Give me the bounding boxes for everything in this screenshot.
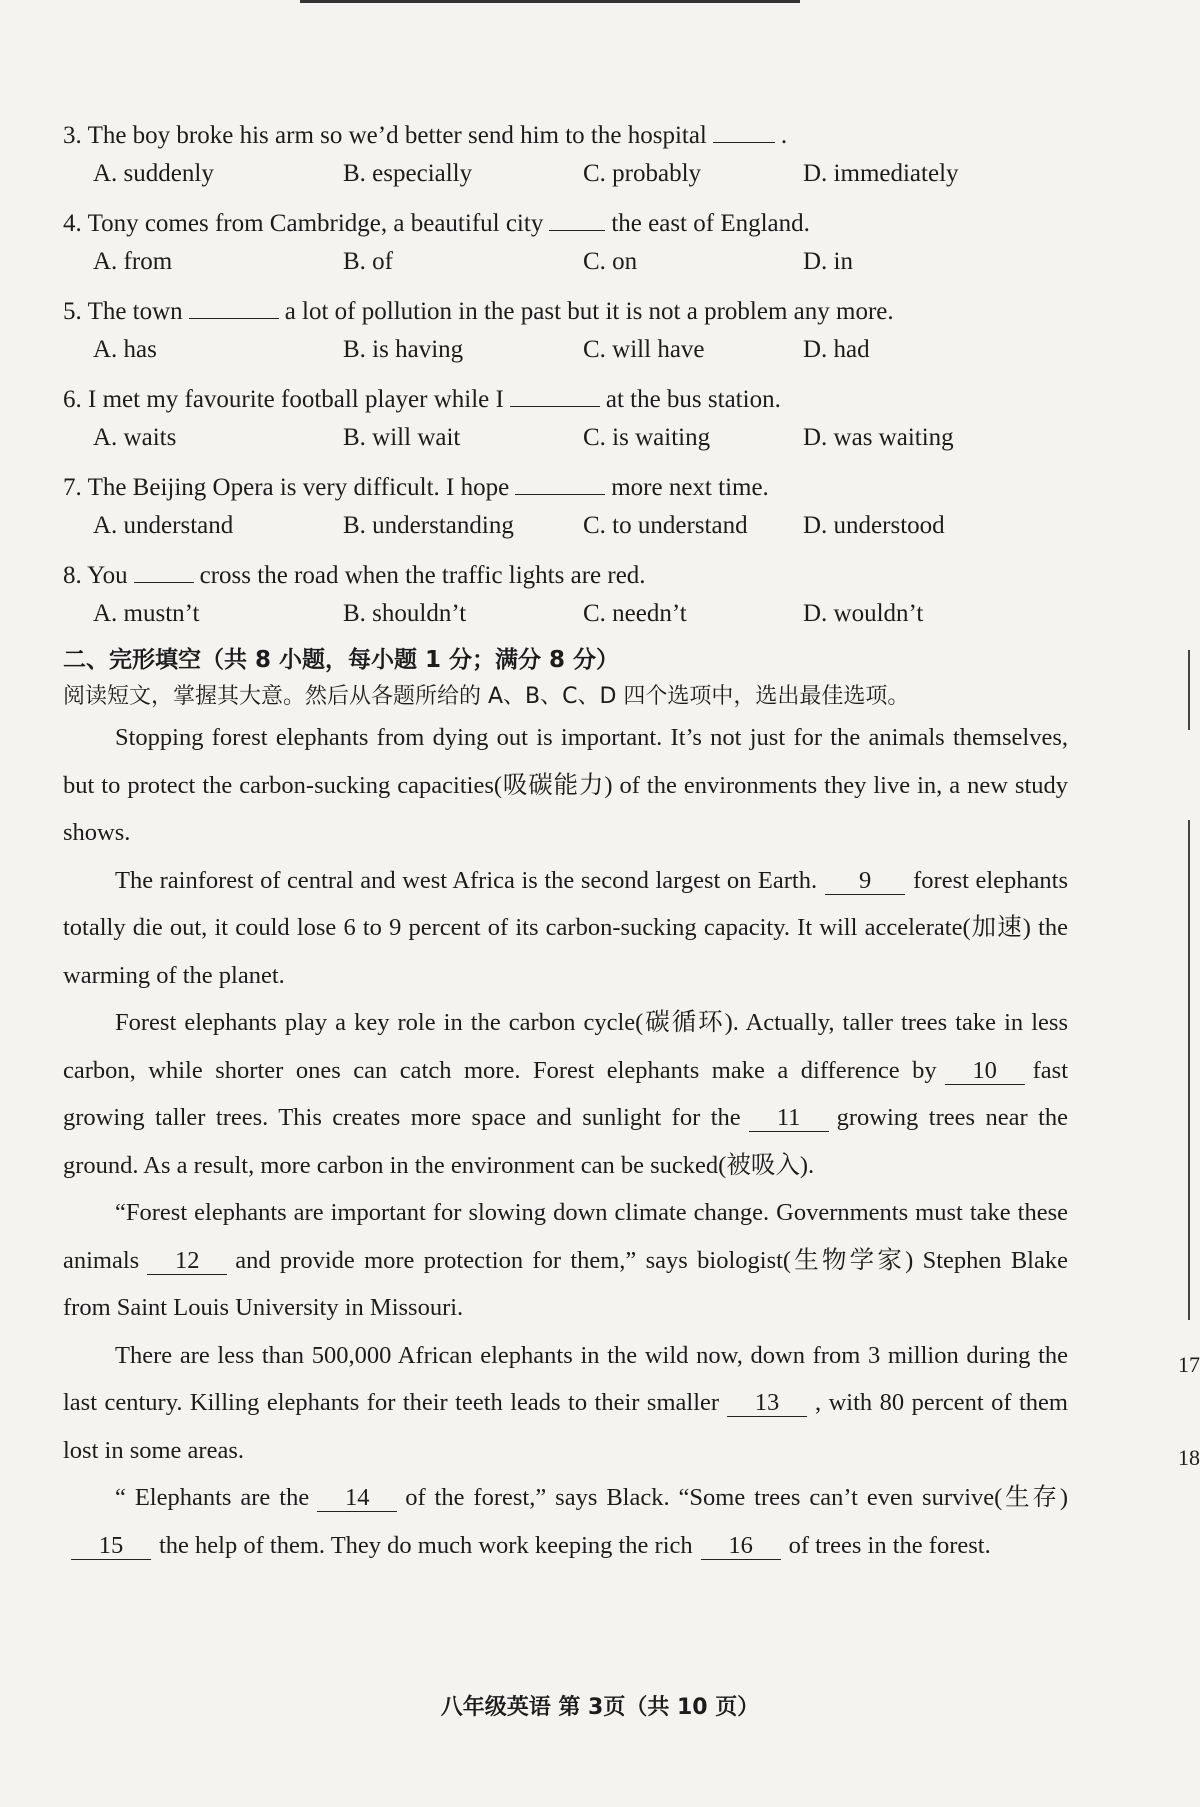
question-stem: [63, 558, 1068, 598]
paragraph-text: Forest elephants play a key role in the carbon cycle(碳循环). Actually, taller trees take in less carbon, while shorter ones can catch more. Forest elephants make a difference by: [63, 1009, 1068, 1084]
option-d[interactable]: D. understood: [803, 512, 945, 539]
cloze-blank-14[interactable]: 14: [317, 1485, 397, 1512]
option-d[interactable]: D. wouldn’t: [803, 600, 924, 627]
page-footer: 八年级英语 第 3页（共 10 页）: [440, 1695, 760, 1720]
answer-blank[interactable]: [134, 558, 194, 583]
question-6: [63, 382, 1068, 462]
cloze-blank-16[interactable]: 16: [701, 1533, 781, 1560]
option-row: [63, 598, 1068, 638]
option-b[interactable]: B. understanding: [343, 512, 514, 539]
paragraph-text: forest elephants totally die out, it could lose 6 to 9 percent of its carbon-sucking capacity. It will accelerate(加速) the warming of the planet.: [63, 866, 1068, 989]
question-5: [63, 294, 1068, 374]
question-stem: [63, 294, 1068, 334]
question-8: [63, 558, 1068, 638]
question-text: cross the road when the traffic lights are red.: [199, 562, 646, 589]
question-number: 6.: [63, 386, 82, 413]
option-a[interactable]: A. understand: [93, 512, 234, 539]
passage-paragraph: [63, 1189, 1068, 1332]
option-b[interactable]: B. especially: [343, 160, 473, 187]
question-text: I met my favourite football player while I: [88, 386, 504, 413]
paragraph-text: “Forest elephants are important for slowing down climate change. Governments must take these animals: [63, 1199, 1068, 1274]
section-title: 二、完形填空（共 8 小题，每小题 1 分；满分 8 分）: [63, 647, 620, 673]
page-content: [63, 118, 1068, 1569]
question-stem: [63, 382, 1068, 422]
passage-paragraph: [63, 857, 1068, 1000]
question-number: 8.: [63, 562, 82, 589]
passage-paragraph: [63, 999, 1068, 1189]
question-text: The boy broke his arm so we’d better send him to the hospital: [87, 122, 707, 149]
question-number: 7.: [63, 474, 82, 501]
question-text: The Beijing Opera is very difficult. I hope: [87, 474, 510, 501]
answer-blank[interactable]: [510, 382, 600, 407]
question-number: 5.: [63, 298, 82, 325]
option-row: [63, 246, 1068, 286]
right-edge-line: [1188, 650, 1190, 730]
option-c[interactable]: C. is waiting: [583, 424, 711, 451]
cloze-passage: [63, 714, 1068, 1569]
option-row: [63, 158, 1068, 198]
question-text: a lot of pollution in the past but it is not a problem any more.: [284, 298, 894, 325]
option-c[interactable]: C. needn’t: [583, 600, 687, 627]
question-7: [63, 470, 1068, 550]
paragraph-text: There are less than 500,000 African elephants in the wild now, down from 3 million during the last century. Killing elephants for their teeth leads to their smaller: [63, 1341, 1068, 1416]
paragraph-text: of trees in the forest.: [788, 1531, 991, 1559]
cloze-blank-15[interactable]: 15: [71, 1533, 151, 1560]
option-c[interactable]: C. to understand: [583, 512, 748, 539]
option-a[interactable]: A. suddenly: [93, 160, 214, 187]
question-3: [63, 118, 1068, 198]
passage-paragraph: [63, 1474, 1068, 1569]
option-c[interactable]: C. probably: [583, 160, 702, 187]
option-b[interactable]: B. shouldn’t: [343, 600, 467, 627]
option-d[interactable]: D. in: [803, 248, 853, 275]
option-b[interactable]: B. of: [343, 248, 393, 275]
question-text: .: [780, 122, 788, 149]
option-c[interactable]: C. will have: [583, 336, 705, 363]
passage-paragraph: [63, 1332, 1068, 1475]
question-number: 3.: [63, 122, 82, 149]
answer-blank[interactable]: [515, 470, 605, 495]
option-b[interactable]: B. is having: [343, 336, 464, 363]
paragraph-text: Stopping forest elephants from dying out is important. It’s not just for the animals themselves, but to protect the carbon-sucking capacities(吸碳能力) of the environments they live in, a new study shows.: [63, 724, 1068, 846]
option-a[interactable]: A. from: [93, 248, 173, 275]
right-edge-line: [1188, 820, 1190, 1320]
option-a[interactable]: A. mustn’t: [93, 600, 200, 627]
option-row: [63, 334, 1068, 374]
section-instruction: 阅读短文，掌握其大意。然后从各题所给的 A、B、C、D 四个选项中，选出最佳选项。: [63, 684, 910, 709]
question-stem: [63, 206, 1068, 246]
option-row: [63, 422, 1068, 462]
passage-paragraph: [63, 714, 1068, 857]
option-d[interactable]: D. was waiting: [803, 424, 954, 451]
paragraph-text: “ Elephants are the: [115, 1484, 310, 1511]
question-stem: [63, 470, 1068, 510]
paragraph-text: and provide more protection for them,” says biologist(生物学家) Stephen Blake from Saint Louis University in Missouri.: [63, 1246, 1068, 1321]
question-number: 4.: [63, 210, 82, 237]
edge-number: 17: [1178, 1352, 1200, 1377]
top-rule: [300, 0, 800, 3]
option-a[interactable]: A. waits: [93, 424, 177, 451]
edge-number: 18: [1178, 1445, 1200, 1470]
paragraph-text: , with 80 percent of them lost in some areas.: [63, 1389, 1068, 1464]
cloze-blank-11[interactable]: 11: [749, 1105, 829, 1132]
option-a[interactable]: A. has: [93, 336, 157, 363]
cloze-blank-12[interactable]: 12: [147, 1248, 227, 1275]
answer-blank[interactable]: [549, 206, 605, 231]
paragraph-text: growing trees near the ground. As a result, more carbon in the environment can be sucked(被吸入).: [63, 1104, 1069, 1179]
option-d[interactable]: D. immediately: [803, 160, 959, 187]
answer-blank[interactable]: [713, 118, 775, 143]
question-text: more next time.: [611, 474, 769, 501]
paragraph-text: the help of them. They do much work keeping the rich: [159, 1531, 693, 1559]
question-text: at the bus station.: [605, 386, 781, 413]
cloze-blank-10[interactable]: 10: [945, 1058, 1025, 1085]
option-c[interactable]: C. on: [583, 248, 638, 275]
question-text: The town: [87, 298, 183, 325]
question-text: You: [87, 562, 128, 589]
question-text: the east of England.: [611, 210, 810, 237]
cloze-blank-13[interactable]: 13: [727, 1390, 807, 1417]
question-text: Tony comes from Cambridge, a beautiful city: [87, 210, 544, 237]
paragraph-text: The rainforest of central and west Africa is the second largest on Earth.: [115, 866, 818, 894]
option-row: [63, 510, 1068, 550]
paragraph-text: fast growing taller trees. This creates more space and sunlight for the: [63, 1056, 1068, 1131]
option-b[interactable]: B. will wait: [343, 424, 461, 451]
paragraph-text: of the forest,” says Black. “Some trees can’t even survive(生存): [405, 1484, 1068, 1511]
question-stem: [63, 118, 1068, 158]
question-4: [63, 206, 1068, 286]
cloze-blank-9[interactable]: 9: [825, 868, 905, 895]
option-d[interactable]: D. had: [803, 336, 870, 363]
answer-blank[interactable]: [189, 294, 279, 319]
